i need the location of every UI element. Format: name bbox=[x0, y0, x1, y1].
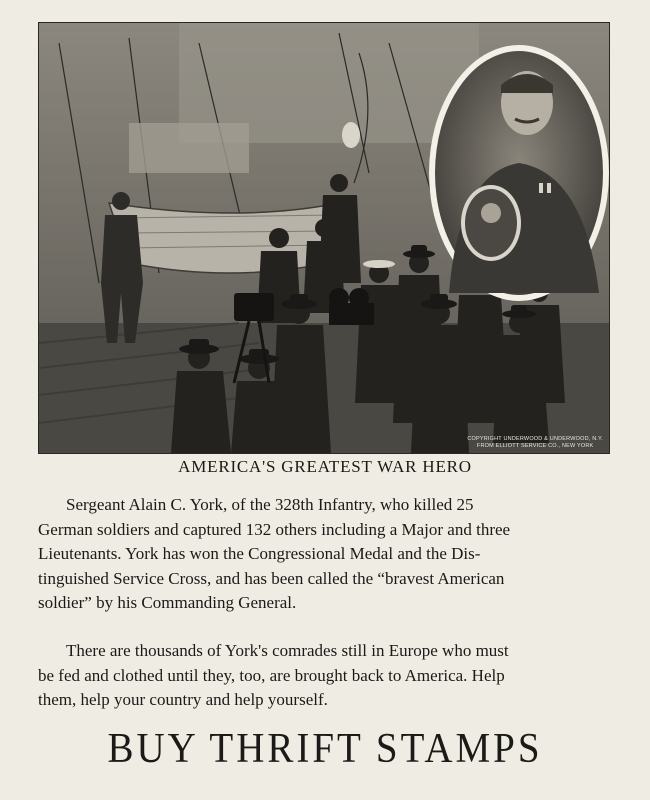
paragraph-line: tinguished Service Cross, and has been called the “bravest American bbox=[38, 568, 505, 588]
war-hero-photograph bbox=[38, 22, 610, 454]
photo-copyright-credit bbox=[467, 436, 603, 449]
poster-headline: AMERICA'S GREATEST WAR HERO bbox=[178, 457, 472, 476]
paragraph-line: Lieutenants. York has won the Congressional Medal and the Dis- bbox=[38, 544, 481, 563]
hero-description-paragraph bbox=[38, 493, 612, 616]
paragraph-line: them, help your country and help yourself. bbox=[38, 690, 328, 709]
credit-line-1: COPYRIGHT UNDERWOOD & UNDERWOOD, N.Y. bbox=[467, 436, 603, 442]
paragraph-line: be fed and clothed until they, too, are brought back to America. Help bbox=[38, 665, 505, 685]
photograph-image bbox=[39, 23, 609, 453]
call-to-action: BUY THRIFT STAMPS bbox=[107, 725, 543, 772]
paragraph-line: Sergeant Alain C. York, of the 328th Infantry, who killed 25 bbox=[66, 495, 474, 514]
paragraph-line: soldier” by his Commanding General. bbox=[38, 593, 297, 612]
appeal-paragraph bbox=[38, 639, 612, 713]
paragraph-line: There are thousands of York's comrades still in Europe who must bbox=[66, 641, 509, 660]
credit-line-2: FROM ELLIOTT SERVICE CO., NEW YORK bbox=[476, 442, 594, 449]
paragraph-line: German soldiers and captured 132 others including a Major and three bbox=[38, 519, 511, 539]
